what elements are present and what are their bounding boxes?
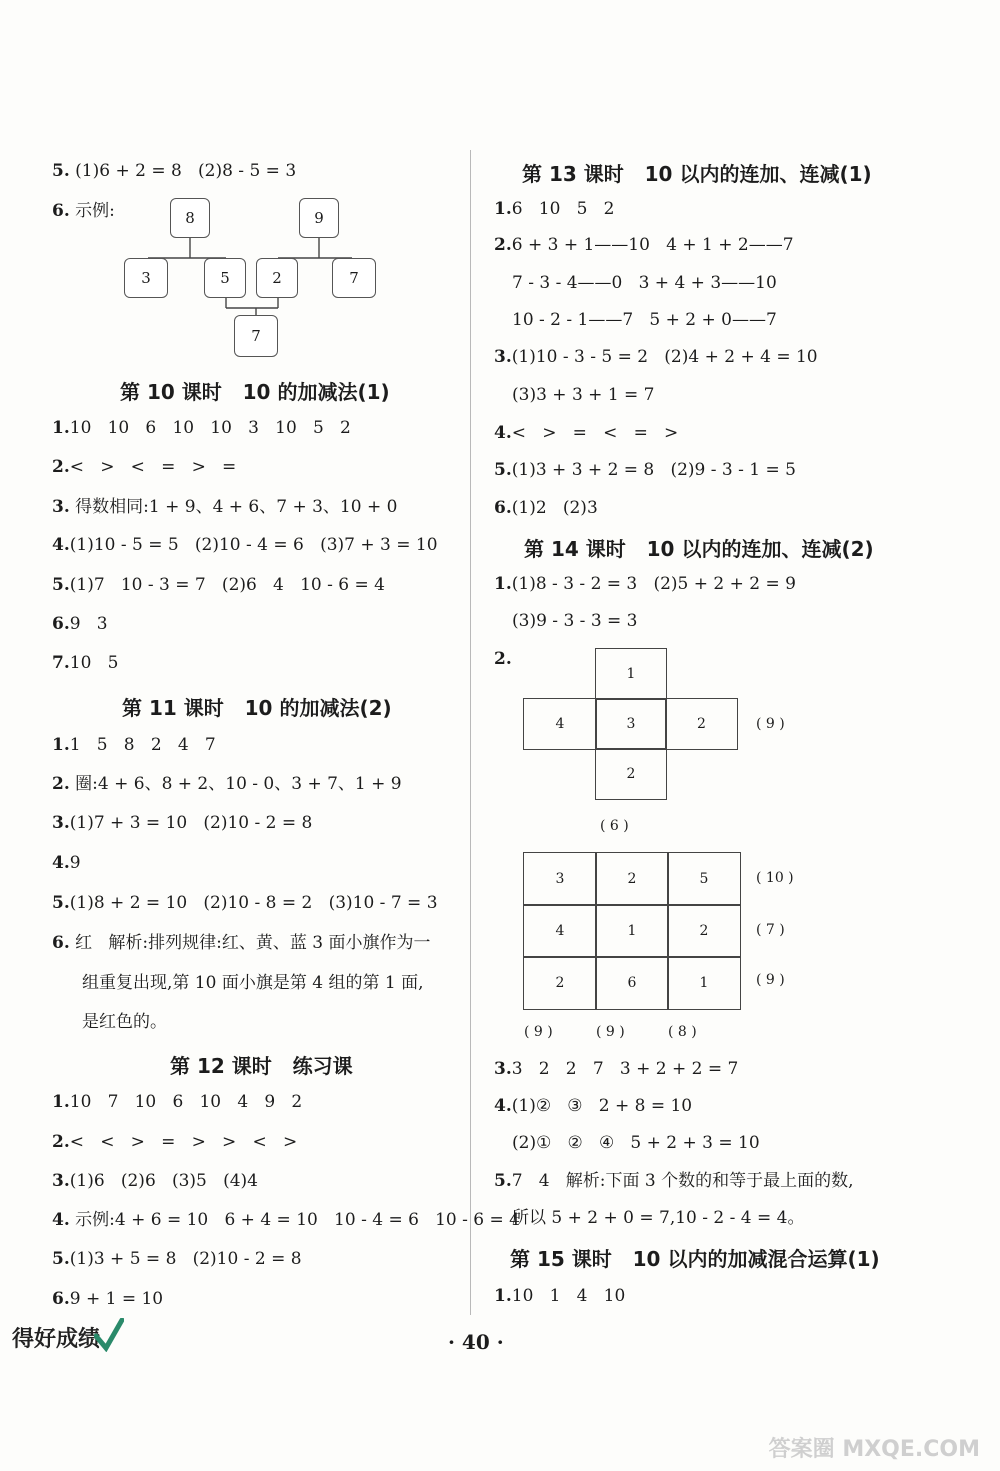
answer-line: 5.(1)3 + 3 + 2 = 8 (2)9 - 3 - 1 = 5 [494,460,796,480]
cross-cell: 3 [595,698,667,750]
tree-box: 3 [124,258,168,298]
grid-cell: 1 [595,904,669,958]
answer-line: 所以 5 + 2 + 0 = 7,10 - 2 - 4 = 4。 [512,1208,805,1228]
column-sum: ( 8 ) [668,1024,697,1040]
answer-line: 3.(1)10 - 3 - 5 = 2 (2)4 + 2 + 4 = 10 [494,347,818,367]
answer-line: 5.(1)8 + 2 = 10 (2)10 - 8 = 2 (3)10 - 7 = 3 [52,893,438,913]
answer-line: 5. (1)6 + 2 = 8 (2)8 - 5 = 3 [52,161,297,181]
answer-line: 是红色的。 [82,1012,167,1032]
answer-line: 1.1 5 8 2 4 7 [52,735,216,755]
lesson-heading: 第 14 课时 10 以内的连加、连减(2) [524,537,874,561]
tree-box: 7 [332,258,376,298]
row-sum: ( 7 ) [756,922,785,938]
lesson-heading: 第 13 课时 10 以内的连加、连减(1) [522,162,872,186]
answer-line: 2. 圈:4 + 6、8 + 2、10 - 0、3 + 7、1 + 9 [52,774,402,794]
answer-line: 5.(1)3 + 5 = 8 (2)10 - 2 = 8 [52,1249,302,1269]
answer-line: 4.9 [52,853,81,873]
row-sum: ( 10 ) [756,870,794,886]
answer-line: 1.10 1 4 10 [494,1286,626,1306]
grid-cell: 4 [523,904,597,958]
answer-line: 7.10 5 [52,653,119,673]
cross-cell: 2 [665,698,738,750]
grid-cell: 3 [523,852,597,906]
answer-line: 1.10 7 10 6 10 4 9 2 [52,1092,303,1112]
checkmark-icon [94,1318,124,1352]
column-sum: ( 9 ) [524,1024,553,1040]
column-sum: ( 6 ) [600,818,629,834]
answer-line: 6. 红 解析:排列规律:红、黄、蓝 3 面小旗作为一 [52,933,431,953]
grid-cell: 2 [523,956,597,1010]
grid-cell: 5 [667,852,741,906]
brand-logo: 得好成绩 [12,1322,100,1353]
answer-line: 1.10 10 6 10 10 3 10 5 2 [52,418,351,438]
answer-line: 2.< < > = > > < > [52,1132,298,1152]
tree-box: 8 [170,198,210,238]
answer-line: 组重复出现,第 10 面小旗是第 4 组的第 1 面, [82,973,424,993]
answer-line: 6.9 3 [52,614,108,634]
column-sum: ( 9 ) [596,1024,625,1040]
lesson-heading: 第 12 课时 练习课 [170,1054,353,1078]
column-divider [470,150,471,1315]
answer-line: 4.< > = < = > [494,423,679,443]
row-sum: ( 9 ) [756,972,785,988]
answer-line: 4. 示例:4 + 6 = 10 6 + 4 = 10 10 - 4 = 6 10 - 6 = 4 [52,1210,520,1230]
answer-line: 2. [494,649,512,669]
answer-line: 1.6 10 5 2 [494,199,615,219]
tree-box: 5 [204,258,246,298]
answer-line: 5.(1)7 10 - 3 = 7 (2)6 4 10 - 6 = 4 [52,575,385,595]
answer-line: 3.3 2 2 7 3 + 2 + 2 = 7 [494,1059,739,1079]
answer-line: 6. 示例: [52,201,115,221]
answer-line: (2)① ② ④ 5 + 2 + 3 = 10 [512,1133,760,1153]
cross-cell: 4 [523,698,597,750]
lesson-heading: 第 15 课时 10 以内的加减混合运算(1) [510,1247,880,1271]
decomposition-tree-lines [0,0,470,370]
grid-cell: 2 [595,852,669,906]
answer-line: 3. 得数相同:1 + 9、4 + 6、7 + 3、10 + 0 [52,497,398,517]
answer-line: 2.< > < = > = [52,457,237,477]
answer-line: 4.(1)10 - 5 = 5 (2)10 - 4 = 6 (3)7 + 3 = 10 [52,535,438,555]
grid-cell: 6 [595,956,669,1010]
answer-line: 2.6 + 3 + 1——10 4 + 1 + 2——7 [494,235,794,255]
answer-line: 4.(1)② ③ 2 + 8 = 10 [494,1096,693,1116]
answer-line: 3.(1)7 + 3 = 10 (2)10 - 2 = 8 [52,813,313,833]
answer-line: 6.9 + 1 = 10 [52,1289,164,1309]
page-number: · 40 · [448,1330,504,1354]
answer-line: (3)9 - 3 - 3 = 3 [512,611,638,631]
lesson-heading: 第 10 课时 10 的加减法(1) [120,380,390,404]
answer-line: 10 - 2 - 1——7 5 + 2 + 0——7 [512,310,777,330]
tree-box: 9 [299,198,339,238]
lesson-heading: 第 11 课时 10 的加减法(2) [122,696,392,720]
answer-line: 6.(1)2 (2)3 [494,498,598,518]
answer-line: 7 - 3 - 4——0 3 + 4 + 3——10 [512,273,777,293]
answer-line: (3)3 + 3 + 1 = 7 [512,385,655,405]
cross-cell: 2 [595,748,667,800]
answer-line: 3.(1)6 (2)6 (3)5 (4)4 [52,1171,258,1191]
tree-box: 2 [256,258,298,298]
cross-cell: 1 [595,648,667,700]
grid-cell: 2 [667,904,741,958]
watermark: 答案圈 MXQE.COM [768,1437,980,1462]
row-sum: ( 9 ) [756,716,785,732]
tree-box: 7 [234,315,278,357]
answer-line: 1.(1)8 - 3 - 2 = 3 (2)5 + 2 + 2 = 9 [494,574,796,594]
grid-cell: 1 [667,956,741,1010]
answer-line: 5.7 4 解析:下面 3 个数的和等于最上面的数, [494,1171,854,1191]
